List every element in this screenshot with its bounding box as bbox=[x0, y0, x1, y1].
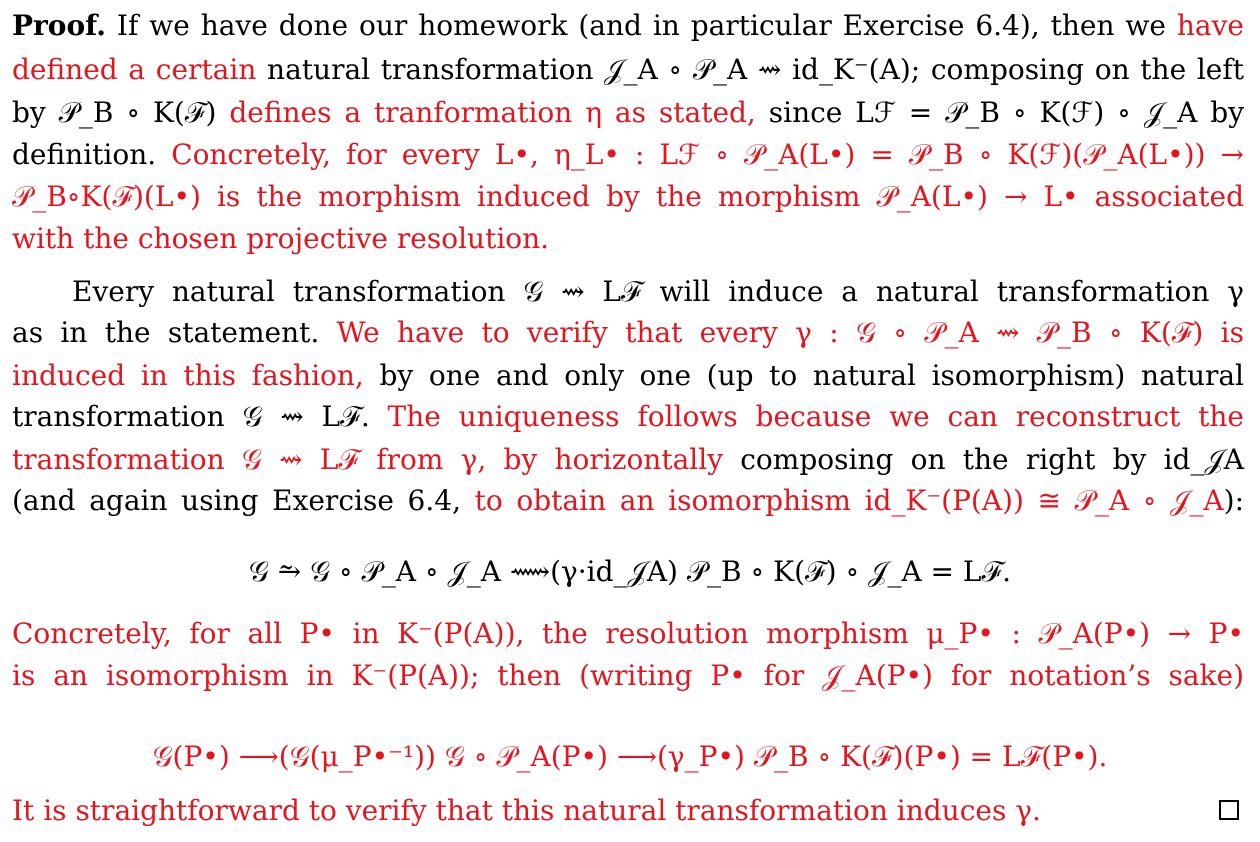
line-segment: is an isomorphism in K⁻(P(A)); then (writing P• for 𝒥_A(P•) for notation’s sake) bbox=[12, 659, 1244, 692]
line-segment: If we have done our homework (and in particular Exercise 6.4), then we bbox=[116, 9, 1177, 42]
text-line bbox=[12, 614, 1244, 654]
text-line bbox=[12, 177, 1244, 217]
line-segment: Every natural transformation 𝒢 ⇝ Lℱ will induce a natural transformation γ bbox=[72, 275, 1244, 308]
line-segment: since Lℱ = 𝒫_B ∘ K(ℱ) ∘ 𝒥_A by bbox=[755, 96, 1245, 129]
text-line bbox=[12, 50, 1244, 90]
line-segment: transformation 𝒢 ⇝ Lℱ. bbox=[12, 400, 388, 433]
line-segment: by one and only one (up to natural isomorphism) natural bbox=[363, 359, 1245, 392]
text-line bbox=[12, 440, 1244, 480]
text-line bbox=[12, 135, 1244, 175]
line-segment: by 𝒫_B ∘ K(ℱ) bbox=[12, 96, 230, 129]
line-segment: (and again using Exercise 6.4, bbox=[12, 484, 475, 517]
line-segment: The uniqueness follows because we can reconstruct the bbox=[387, 400, 1244, 433]
proof-label: Proof. bbox=[12, 9, 106, 42]
text-line bbox=[12, 6, 1244, 46]
display-equation bbox=[0, 552, 1260, 592]
line-segment: composing on the right by id_𝒥A bbox=[723, 443, 1244, 476]
line-segment: with the chosen projective resolution. bbox=[12, 222, 550, 255]
line-segment: 𝒫_B∘K(ℱ)(L•) is the morphism induced by the morphism 𝒫_A(L•) → L• associated bbox=[12, 180, 1244, 213]
text-line bbox=[12, 397, 1244, 437]
line-segment: to obtain an isomorphism id_K⁻(P(A)) ≅ 𝒫_A ∘ 𝒥_A bbox=[474, 484, 1224, 517]
line-segment: natural transformation 𝒥_A ∘ 𝒫_A ⇝ id_K⁻(A); composing on the left bbox=[256, 53, 1244, 86]
line-segment: We have to verify that every γ : 𝒢 ∘ 𝒫_A ⇝ 𝒫_B ∘ K(ℱ) is bbox=[336, 316, 1245, 349]
text-line bbox=[12, 219, 1244, 259]
line-segment: It is straightforward to verify that this natural transformation induces γ. bbox=[12, 794, 1041, 827]
display-equation bbox=[0, 737, 1260, 777]
text-line bbox=[12, 356, 1244, 396]
text-line bbox=[12, 656, 1244, 696]
text-line bbox=[12, 93, 1244, 133]
line-segment: definition. bbox=[12, 138, 172, 171]
text-line bbox=[12, 791, 1244, 831]
line-segment: have bbox=[1176, 9, 1244, 42]
line-segment: defines a tranformation η as stated, bbox=[229, 96, 756, 129]
line-segment: ): bbox=[1223, 484, 1244, 517]
line-segment: 𝒢(P•) ⟶(𝒢(μ_P•⁻¹)) 𝒢 ∘ 𝒫_A(P•) ⟶(γ_P•) 𝒫_B ∘ K(ℱ)(P•) = Lℱ(P•). bbox=[152, 740, 1108, 773]
text-line bbox=[72, 272, 1244, 312]
line-segment: Concretely, for every L•, η_L• : Lℱ ∘ 𝒫_A(L•) = 𝒫_B ∘ K(ℱ)(𝒫_A(L•)) → bbox=[171, 138, 1244, 171]
qed-square-icon bbox=[1219, 800, 1239, 820]
text-line bbox=[12, 313, 1244, 353]
line-segment: 𝒢 ⥲ 𝒢 ∘ 𝒫_A ∘ 𝒥_A ⟿(γ·id_𝒥A) 𝒫_B ∘ K(ℱ) ∘ 𝒥_A = Lℱ. bbox=[248, 555, 1012, 588]
line-segment: induced in this fashion, bbox=[12, 359, 364, 392]
line-segment: Concretely, for all P• in K⁻(P(A)), the resolution morphism μ_P• : 𝒫_A(P•) → P• bbox=[12, 617, 1244, 650]
line-segment: as in the statement. bbox=[12, 316, 337, 349]
text-line bbox=[12, 481, 1244, 521]
line-segment: defined a certain bbox=[12, 53, 257, 86]
line-segment: transformation 𝒢 ⇝ Lℱ from γ, by horizontally bbox=[12, 443, 724, 476]
